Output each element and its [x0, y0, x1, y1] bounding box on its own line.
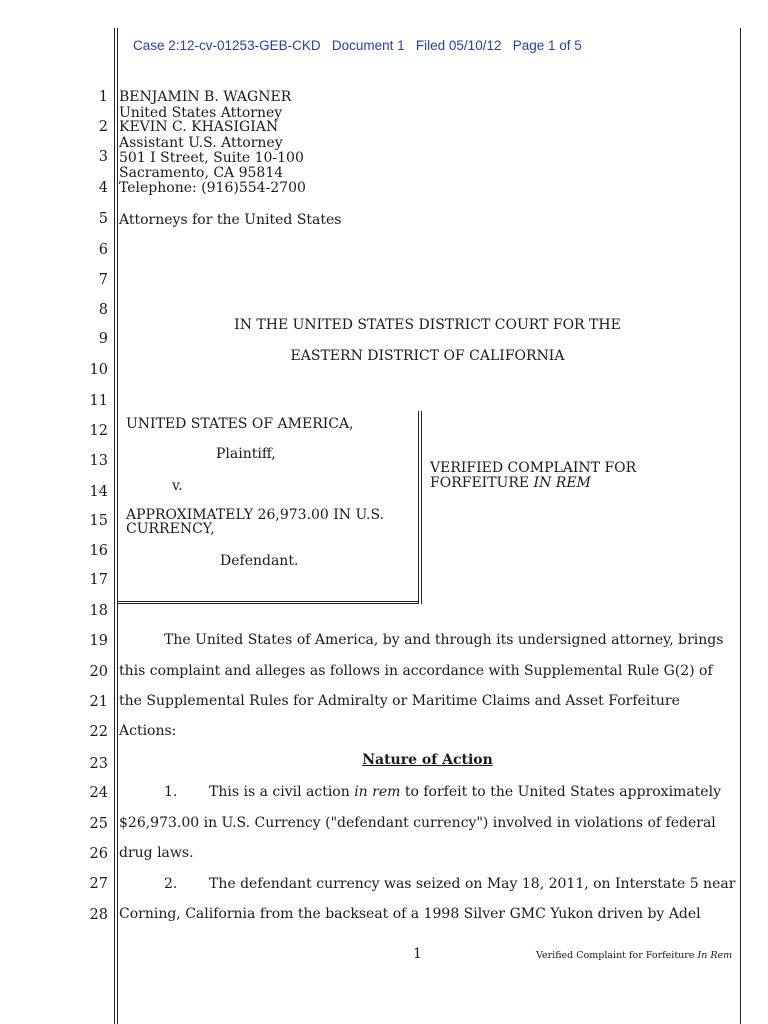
case-header: [133, 38, 582, 53]
intro-line-4: Actions:: [119, 723, 177, 739]
intro-line-2: this complaint and alleges as follows in accordance with Supplemental Rule G(2) of: [119, 663, 713, 679]
caption-vertical-rule-inner: [421, 411, 422, 604]
address-line-1: 501 I Street, Suite 10-100: [119, 150, 304, 166]
section-heading: Nature of Action: [362, 752, 493, 768]
line-number: 8: [98, 302, 108, 318]
line-number: 21: [89, 694, 108, 710]
footer-document-title: [536, 950, 732, 961]
line-number: 20: [89, 664, 108, 680]
plaintiff-role: Plaintiff,: [216, 446, 276, 462]
paragraph-2-line-1: The defendant currency was seized on May 18, 2011, on Interstate 5 near: [209, 876, 736, 892]
case-number: Case 2:12-cv-01253-GEB-CKD: [133, 38, 321, 53]
paragraph-1-text-rest: to forfeit to the United States approximately: [400, 784, 721, 800]
attorney-name: BENJAMIN B. WAGNER: [119, 89, 292, 105]
line-number: 16: [89, 543, 108, 559]
line-number: 12: [89, 423, 108, 439]
intro-line-1: The United States of America, by and through its undersigned attorney, brings: [164, 632, 724, 648]
document-number: Document 1: [331, 38, 405, 53]
line-number: 28: [89, 907, 108, 923]
paragraph-2-line-2: Corning, California from the backseat of a 1998 Silver GMC Yukon driven by Adel: [119, 906, 701, 922]
line-number: 1: [98, 89, 108, 105]
line-number: 7: [98, 272, 108, 288]
line-number: 13: [89, 453, 108, 469]
footer-title-in-rem: In Rem: [697, 950, 733, 961]
caption-bottom-rule: [118, 601, 419, 602]
paragraph-number: 1.: [164, 784, 178, 800]
paragraph-1-text: This is a civil action: [209, 784, 355, 800]
attorney-title: United States Attorney: [119, 105, 283, 121]
line-number: 27: [89, 876, 108, 892]
line-number: 24: [89, 785, 108, 801]
paragraph-number: 2.: [164, 876, 178, 892]
line-number: 15: [89, 513, 108, 529]
footer-page-number: 1: [413, 946, 422, 962]
line-number: 6: [98, 242, 108, 258]
line-number: 17: [89, 572, 108, 588]
paragraph-1-line-1: [209, 784, 721, 800]
line-number: 4: [98, 180, 108, 196]
assistant-attorney-name: KEVIN C. KHASIGIAN: [119, 119, 279, 135]
paragraph-1-line-2: $26,973.00 in U.S. Currency ("defendant currency") involved in violations of federal: [119, 815, 716, 831]
address-line-2: Sacramento, CA 95814: [119, 165, 284, 181]
document-title-line-1: VERIFIED COMPLAINT FOR: [430, 460, 637, 476]
left-margin-rule-inner: [117, 28, 118, 1024]
plaintiff-name: UNITED STATES OF AMERICA,: [126, 416, 354, 432]
line-number: 19: [89, 633, 108, 649]
line-number: 9: [98, 331, 108, 347]
line-number: 2: [98, 119, 108, 135]
attorneys-for: Attorneys for the United States: [119, 212, 342, 228]
footer-title-text: Verified Complaint for Forfeiture: [536, 950, 698, 961]
document-title-prefix: FORFEITURE: [430, 475, 534, 491]
line-number: 26: [89, 846, 108, 862]
versus: v.: [172, 478, 183, 494]
caption-vertical-rule: [418, 411, 419, 604]
line-number: 23: [89, 756, 108, 772]
line-number: 3: [98, 149, 108, 165]
caption-bottom-rule-inner: [118, 603, 419, 604]
document-title-in-rem: IN REM: [533, 475, 591, 491]
court-name: IN THE UNITED STATES DISTRICT COURT FOR THE: [234, 317, 621, 333]
assistant-attorney-title: Assistant U.S. Attorney: [119, 135, 283, 151]
page-indicator: Page 1 of 5: [512, 38, 582, 53]
intro-line-3: the Supplemental Rules for Admiralty or Maritime Claims and Asset Forfeiture: [119, 693, 680, 709]
paragraph-1-in-rem: in rem: [354, 784, 401, 800]
telephone: Telephone: (916)554-2700: [119, 180, 306, 196]
line-number: 5: [98, 211, 108, 227]
court-district: EASTERN DISTRICT OF CALIFORNIA: [290, 348, 565, 364]
filed-date: Filed 05/10/12: [415, 38, 502, 53]
paragraph-1-line-3: drug laws.: [119, 845, 194, 861]
line-number: 11: [89, 393, 108, 409]
left-margin-rule: [114, 28, 115, 1024]
line-number: 14: [89, 484, 108, 500]
right-margin-rule: [740, 28, 741, 1024]
document-title-line-2: [430, 477, 591, 490]
line-number: 10: [89, 362, 108, 378]
line-number: 18: [89, 603, 108, 619]
defendant-name-line-2: CURRENCY,: [126, 521, 215, 537]
line-number: 25: [89, 816, 108, 832]
defendant-role: Defendant.: [220, 553, 299, 569]
defendant-name-line-1: APPROXIMATELY 26,973.00 IN U.S.: [126, 507, 384, 523]
line-number: 22: [89, 724, 108, 740]
